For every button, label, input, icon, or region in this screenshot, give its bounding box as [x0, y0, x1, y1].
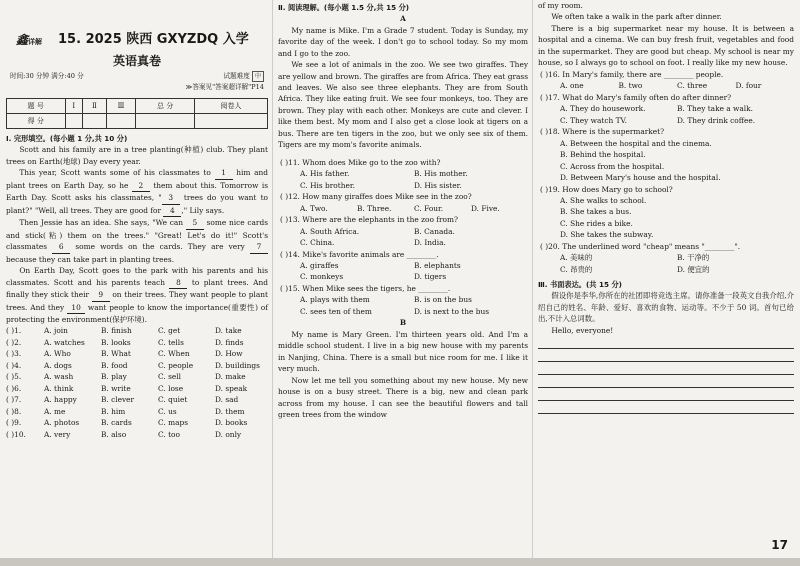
question: ( )12. How many giraffes does Mike see in the zoo? — [280, 192, 472, 202]
question-options: A. giraffes B. elephants C. monkeys D. tigers — [300, 261, 461, 282]
writing-start: Hello, everyone! — [551, 325, 614, 335]
score-cell — [83, 114, 107, 129]
option-row: ( )10. A. very B. also C. too D. only — [6, 429, 242, 439]
option-row: ( )1. A. join B. finish C. get D. take — [6, 326, 242, 336]
option-row: ( )2. A. watches B. looks C. tells D. finds — [6, 337, 244, 347]
passage-paragraph: My name is Mike. I'm a Grade 7 student. Today is Sunday, my favorite day of the week. I don't go to school today. So my mom and I go to the zoo. — [278, 25, 528, 58]
option-row: ( )6. A. think B. write C. lose D. speak — [6, 383, 248, 393]
question-options: A. 美味的 B. 干净的 C. 昂贵的 D. 便宜的 — [560, 253, 710, 274]
answer-line[interactable] — [538, 375, 794, 388]
score-cell: 总 分 — [136, 99, 195, 114]
passage-paragraph: of my room. — [538, 1, 583, 10]
cloze-paragraph: Scott and his family are in a tree planting(种植) club. They plant trees on Earth(地球) Day every year. — [6, 145, 268, 166]
question-options: A. They do housework. B. They take a walk. C. They watch TV. D. They drink coffee. — [560, 104, 756, 125]
question: ( )17. What do Mary's family often do after dinner? — [540, 92, 732, 102]
score-table — [6, 98, 268, 129]
writing-prompt: 假设你是李华,你所在的社团即将竞选主席。请你准备一段英文自我介绍,介绍自己的姓名、年龄、爱好、喜欢的食物、运动等。不少于 50 词。首句已给出,不计入总词数。 — [538, 291, 794, 324]
passage-paragraph: My name is Mary Green. I'm thirteen years old. And I'm a middle school student. I live in a big new house with my parents in Nanjing, China. There is a small but nice room for me. I like it very much. — [278, 329, 528, 374]
option-row: ( )8. A. me B. him C. us D. them — [6, 406, 245, 416]
column-right — [538, 0, 794, 566]
logo: 鑫详解 — [16, 32, 43, 47]
question-options: A. South Africa. B. Canada. C. China. D. India. — [300, 226, 455, 248]
answer-line[interactable] — [538, 349, 794, 362]
score-cell: Ⅱ — [83, 99, 107, 114]
question: ( )16. In Mary's family, there are ________ people. — [540, 69, 724, 79]
score-cell: Ⅰ — [65, 99, 83, 114]
option-row: ( )9. A. photos B. cards C. maps D. books — [6, 418, 248, 428]
cloze-options — [6, 325, 268, 440]
option-row: ( )3. A. Who B. What C. When D. How — [6, 349, 243, 359]
score-cell — [106, 114, 136, 129]
exam-meta — [10, 71, 264, 82]
page-subtitle: 英语真卷 — [112, 54, 161, 69]
passage-label: A — [400, 14, 406, 24]
column-middle — [278, 0, 528, 566]
answer-line[interactable] — [538, 388, 794, 401]
question-options: A. She walks to school. B. She takes a bus. C. She rides a bike. D. She takes the subway. — [560, 195, 654, 240]
score-cell — [136, 114, 195, 129]
score-cell: 阅卷人 — [194, 99, 267, 114]
score-cell: 题 号 — [7, 99, 66, 114]
answer-line[interactable] — [538, 362, 794, 375]
score-cell — [194, 114, 267, 129]
option-row: ( )4. A. dogs B. food C. people D. buildings — [6, 360, 260, 370]
question: ( )14. Mike's favorite animals are ________. — [280, 249, 439, 259]
question-options: A. plays with them B. is on the bus C. sees ten of them D. is next to the bus — [300, 295, 489, 316]
question-options: A. His father. B. His mother. C. His brother. D. His sister. — [300, 169, 468, 190]
question: ( )18. Where is the supermarket? — [540, 127, 665, 137]
question: ( )13. Where are the elephants in the zoo from? — [280, 215, 458, 225]
section-heading: Ⅰ. 完形填空。(每小题 1 分,共 10 分) — [6, 134, 128, 144]
cloze-paragraph: Then Jessie has an idea. She says, "We can 5 some nice cards and stick(粘) them on the trees." "Great! Let's do it!" Scott's classmates 6 some words on the cards. They are very 7 because they can take part in planting trees. — [6, 218, 268, 264]
question-options: A. one B. two C. three D. four — [560, 81, 762, 91]
question-options: A. Two. B. Three. C. Four. D. Five. — [300, 203, 500, 213]
question: ( )20. The underlined word "cheap" means "________". — [540, 241, 741, 251]
question: ( )19. How does Mary go to school? — [540, 184, 673, 194]
passage-paragraph: There is a big supermarket near my house. It is between a hospital and a cinema. We can buy fresh fruit, vegetables and food in the supermarket. They are good but cheap. My school is near my house, so I always go to school on foot. I really like my new house. — [538, 23, 794, 68]
passage-label: B — [399, 318, 407, 328]
score-cell: 得 分 — [7, 114, 66, 129]
title-row — [16, 30, 268, 50]
score-cell — [65, 114, 83, 129]
section-heading: Ⅱ. 阅读理解。(每小题 1.5 分,共 15 分) — [278, 3, 410, 12]
time-info: 时间:30 分钟 满分:40 分 — [10, 71, 84, 80]
score-cell: Ⅲ — [106, 99, 136, 114]
bottom-edge — [0, 558, 800, 566]
passage-paragraph: Now let me tell you something about my new house. My new house is on a busy street. There is a big, new and clean park across from my house. I can see the beautiful flowers and tall green trees from the window — [278, 375, 528, 420]
difficulty: 试题难度 中 — [224, 71, 265, 82]
option-row: ( )7. A. happy B. clever C. quiet D. sad — [6, 395, 239, 405]
answer-line[interactable] — [538, 401, 794, 414]
page-number: 17 — [771, 538, 788, 552]
question: ( )11. Whom does Mike go to the zoo with? — [280, 157, 441, 167]
option-row: ( )5. A. wash B. play C. sell D. make — [6, 372, 246, 382]
section-heading: Ⅲ. 书面表达。(共 15 分) — [538, 280, 622, 290]
column-left — [6, 0, 268, 566]
column-divider — [272, 0, 273, 566]
question-options: A. Between the hospital and the cinema. B. Behind the hospital. C. Across from the hospital. D. Between Mary's house and the hospital. — [560, 138, 721, 183]
passage-paragraph: We often take a walk in the park after dinner. — [551, 12, 722, 22]
passage-paragraph: We see a lot of animals in the zoo. We see two giraffes. They are yellow and brown. The giraffes are from Africa. They eat grass and leaves. We also see three elephants. They are from South Africa. They like eating fruit. We see four monkeys, too. They are brown. They play with each other. Monkeys are cute and clever. I like them best. My mom and I also get a close look at tigers on a bus. There are ten tigers in the zoo, but we only see six of them. Tigers are my mom's favorite animals. — [278, 60, 528, 150]
answer-line[interactable] — [538, 336, 794, 349]
question: ( )15. When Mike sees the tigers, he ________. — [280, 283, 451, 293]
answer-ref: ≫ 答案见"答案超详解"P14 — [185, 83, 264, 92]
cloze-paragraph: On Earth Day, Scott goes to the park with his parents and his classmates. Scott and his parents teach 8 to plant trees. And finally they stick their 9 on their trees. They want people to plant trees. And they 10 want people to know the importance(重要性) of protecting the environment(保护环境). — [6, 266, 268, 324]
page-title: 15. 2025 陕西 GXYZDQ 入学 — [58, 32, 249, 47]
column-divider — [532, 0, 533, 566]
cloze-paragraph: This year, Scott wants some of his classmates to 1 him and plant trees on Earth Day, so he 2 them about this. Tomorrow is Earth Day. Scott asks his classmates, " 3 trees do you want to plant?" "Well, all trees. They are good for 4 ," Lily says. — [6, 167, 268, 217]
